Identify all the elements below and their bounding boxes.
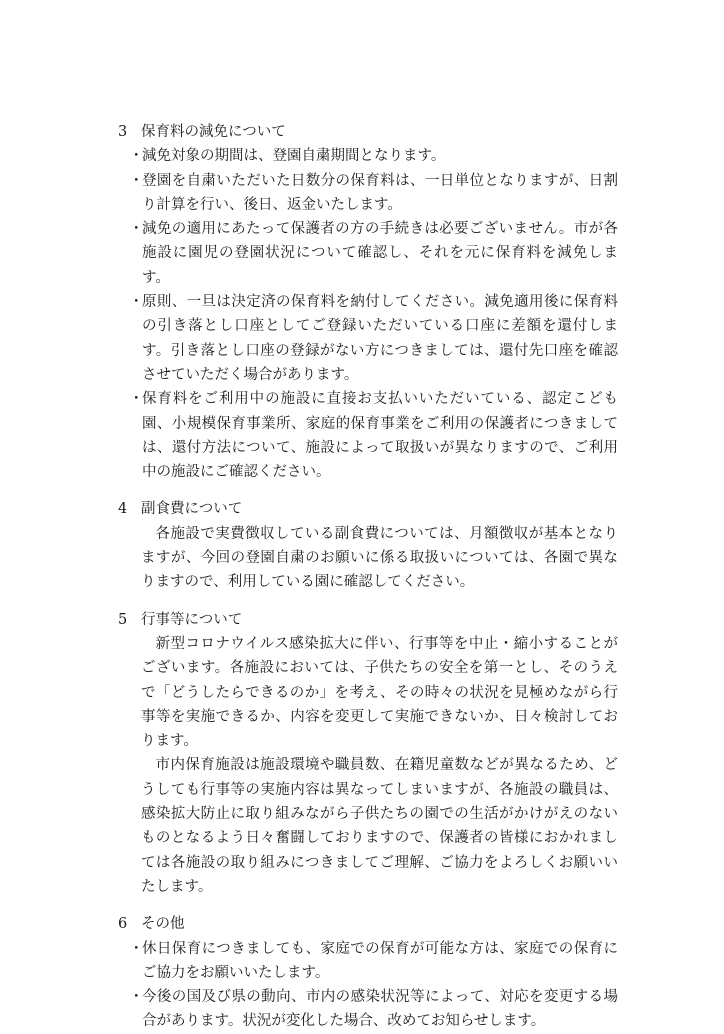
list-item-text: 減免の適用にあたって保護者の方の手続きは必要ございません。市が各施設に園児の登園状況について確認し、それを元に保育料を減免します。 [142, 221, 618, 286]
paragraph: 各施設で実費徴収している副食費については、月額徴収が基本となりますが、今回の登園自粛のお願いに係る取扱いについては、各園で異なりますので、利用している園に確認してください。 [141, 525, 618, 591]
section-events [118, 608, 618, 900]
list-item-text: 保育料をご利用中の施設に直接お支払いいただいている、認定こども園、小規模保育事業所、家庭的保育事業をご利用の保護者につきましては、還付方法について、施設によって取扱いが異なりますので、ご利用中の施設にご確認ください。 [142, 391, 618, 481]
paragraph: 新型コロナウイルス感染拡大に伴い、行事等を中止・縮小することがございます。各施設においては、子供たちの安全を第一とし、そのうえで「どうしたらできるのか」を考え、その時々の状況を見極めながら行事等を実施できるか、内容を変更して実施できないか、日々検討しております。 [141, 635, 618, 750]
bullet-mark: ・ [129, 172, 144, 189]
document-body [118, 120, 618, 1034]
list-item [118, 217, 618, 290]
bullet-mark: ・ [129, 391, 144, 408]
bullet-mark: ・ [129, 148, 144, 165]
section-number: 3 [118, 124, 128, 140]
list-item-text: 今後の国及び県の動向、市内の感染状況等によって、対応を変更する場合があります。状況が変化した場合、改めてお知らせします。 [142, 989, 618, 1030]
paragraph: 市内保育施設は施設環境や職員数、在籍児童数などが異なるため、どうしても行事等の実施内容は異なってしまいますが、各施設の職員は、感染拡大防止に取り組みながら子供たちの園での生活がかけがえのないものとなるよう日々奮闘しておりますので、保護者の皆様におかれましては各施設の取り組みにつきましてご理解、ご協力をよろしくお願いいたします。 [141, 757, 618, 895]
section-number: 4 [118, 501, 128, 518]
list-item-text: 原則、一旦は決定済の保育料を納付してください。減免適用後に保育料の引き落とし口座としてご登録いただいている口座に差額を還付します。引き落とし口座の登録がない方につきましては、還付先口座を確認させていただく場合があります。 [142, 294, 618, 383]
bullet-list [118, 937, 618, 1034]
section-title: 保育料の減免について [141, 124, 286, 140]
section-number: 5 [118, 611, 128, 628]
section-heading [118, 608, 618, 632]
section-heading [118, 497, 618, 521]
bullet-mark: ・ [129, 940, 144, 957]
section-fee-reduction [118, 120, 618, 484]
list-item-text: 登園を自粛いただいた日数分の保育料は、一日単位となりますが、日割り計算を行い、後日、返金いたします。 [142, 172, 618, 213]
section-title: 副食費について [141, 501, 243, 518]
list-item [118, 937, 618, 986]
section-heading [118, 912, 618, 936]
list-item [118, 169, 618, 218]
list-item [118, 290, 618, 387]
section-meal-cost [118, 497, 618, 594]
list-item [118, 387, 618, 484]
list-item-text: 休日保育につきましても、家庭での保育が可能な方は、家庭での保育にご協力をお願いいたします。 [142, 940, 618, 981]
section-title: その他 [141, 916, 185, 933]
bullet-mark: ・ [129, 989, 144, 1006]
bullet-list [118, 144, 618, 484]
list-item [118, 144, 618, 168]
list-item [118, 985, 618, 1034]
section-number: 6 [118, 916, 128, 933]
section-title: 行事等について [141, 611, 243, 628]
list-item-text: 減免対象の期間は、登園自粛期間となります。 [142, 148, 446, 165]
bullet-mark: ・ [129, 294, 144, 311]
section-other [118, 912, 618, 1033]
bullet-mark: ・ [129, 221, 144, 238]
section-heading [118, 120, 618, 144]
